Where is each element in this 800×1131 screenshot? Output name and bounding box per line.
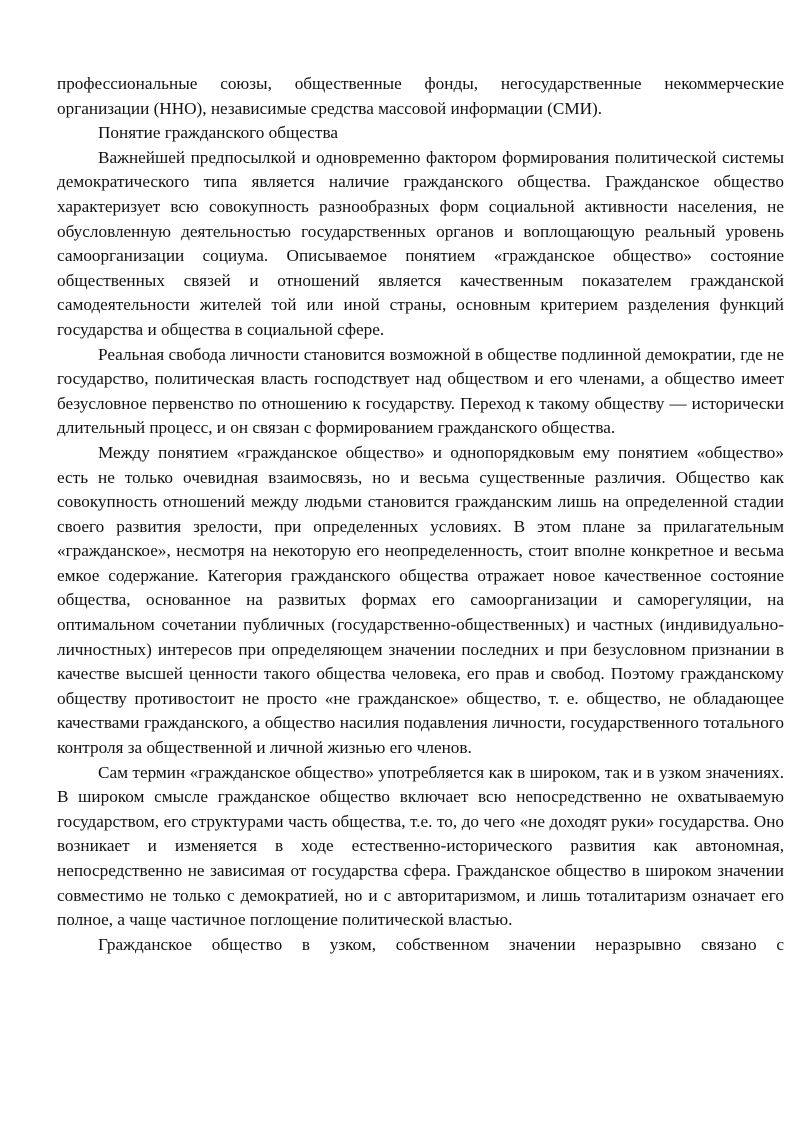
document-page bbox=[57, 72, 784, 957]
section-heading: Понятие гражданского общества bbox=[98, 123, 338, 143]
paragraph-truncated: Гражданское общество в узком, собственном значении неразрывно связано с bbox=[98, 934, 784, 954]
paragraph: Важнейшей предпосылкой и одновременно фактором формирования политической системы демократического типа является наличие гражданского общества. Гражданское общество характеризует всю совокупность разнообразных форм социальной активности населения, не обусловленную деятельностью государственных органов и воплощающую реальный уровень самоорганизации социума. Описываемое понятием «гражданское общество» состояние общественных связей и отношений является качественным показателем гражданской самодеятельности жителей той или иной страны, основным критерием разделения функций государства и общества в социальной сфере. bbox=[57, 147, 784, 339]
paragraph: Реальная свобода личности становится возможной в обществе подлинной демократии, где не государство, политическая власть господствует над обществом и его членами, а общество имеет безусловное первенство по отношению к государству. Переход к такому обществу — исторически длительный процесс, и он связан с формированием гражданского общества. bbox=[57, 344, 784, 438]
paragraph-continuation: профессиональные союзы, общественные фонды, негосударственные некоммерческие организации (ННО), независимые средства массовой информации (СМИ). bbox=[57, 74, 784, 118]
paragraph: Сам термин «гражданское общество» употребляется как в широком, так и в узком значениях. В широком смысле гражданское общество включает всю непосредственно не охватываемую государством, его структурами часть общества, т.е. то, до чего «не доходят руки» государства. Оно возникает и изменяется в ходе естественно-исторического развития как автономная, непосредственно не зависимая от государства сфера. Гражданское общество в широком значении совместимо не только с демократией, но и с авторитаризмом, и лишь тоталитаризм означает его полное, а чаще частичное поглощение политической властью. bbox=[57, 762, 784, 930]
paragraph: Между понятием «гражданское общество» и однопорядковым ему понятием «общество» есть не только очевидная взаимосвязь, но и весьма существенные различия. Общество как совокупность отношений между людьми становится гражданским лишь на определенной стадии своего развития зрелости, при определенных условиях. В этом плане за прилагательным «гражданское», несмотря на некоторую его неопределенность, стоит вполне конкретное и весьма емкое содержание. Категория гражданского общества отражает новое качественное состояние общества, основанное на развитых формах его самоорганизации и саморегуляции, на оптимальном сочетании публичных (государственно-общественных) и частных (индивидуально-личностных) интересов при определяющем значении последних и при безусловном признании в качестве высшей ценности такого общества человека, его прав и свобод. Поэтому гражданскому обществу противостоит не просто «не гражданское» общество, т. е. общество, не обладающее качествами гражданского, а общество насилия подавления личности, государственного тотального контроля за общественной и личной жизнью его членов. bbox=[57, 442, 784, 758]
